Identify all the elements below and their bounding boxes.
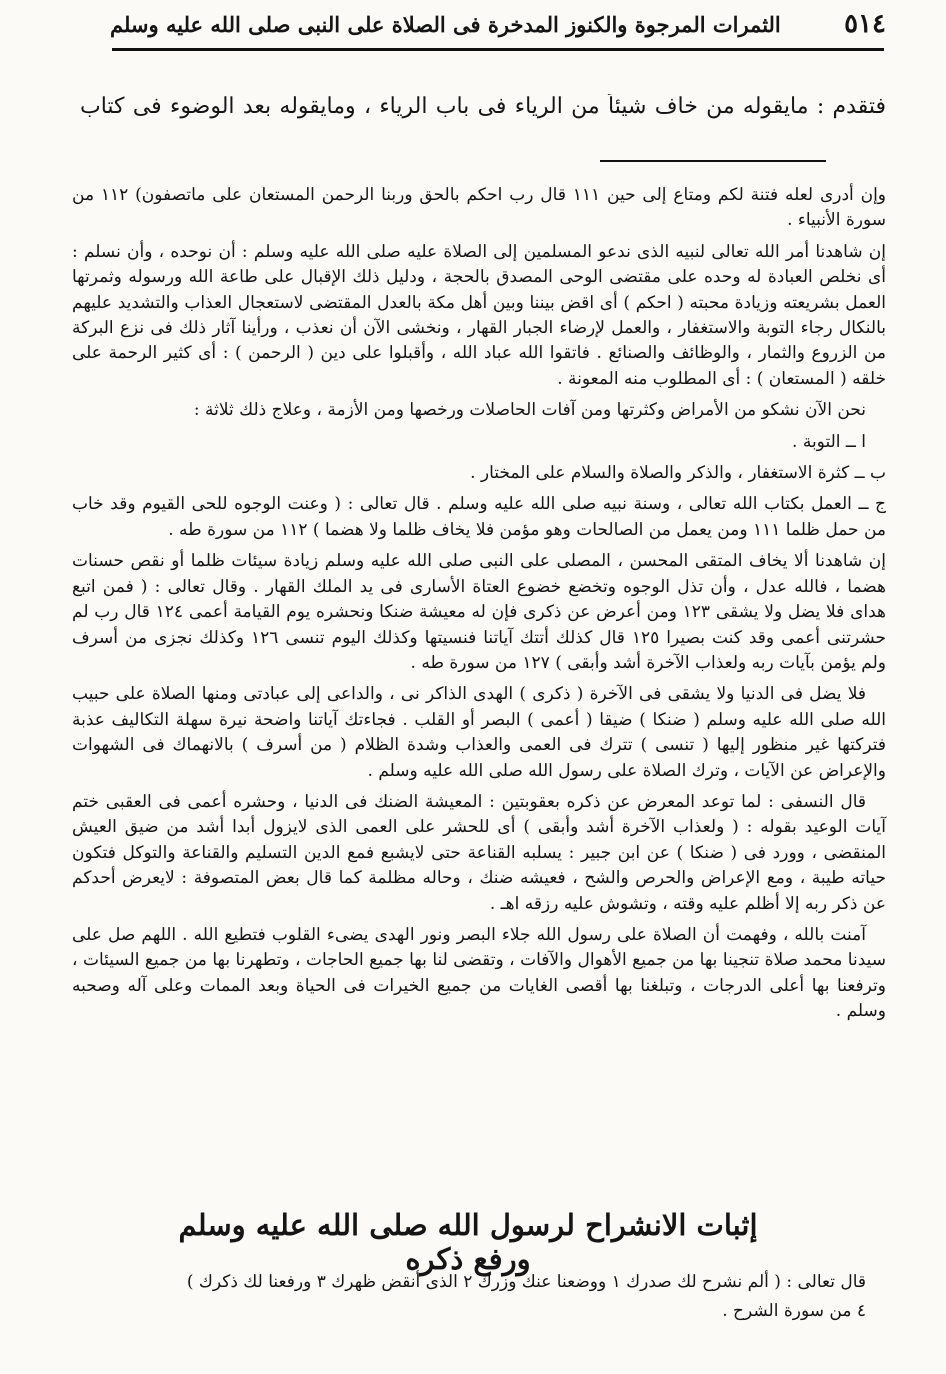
list-item: ج ــ العمل بكتاب الله تعالى ، وسنة نبيه صلى الله عليه وسلم . قال تعالى : ( وعنت الوجوه للحى القيوم وقد خاب من حمل ظلما ١١١ ومن يعمل من الصالحات وهو مؤمن فلا يخاف ظلما ولا هضما ) ١١٢ من سورة طه . <box>72 494 886 540</box>
page-number: ٥١٤ <box>844 9 886 39</box>
paragraph: نحن الآن نشكو من الأمراض وكثرتها ومن آفات الحاصلات ورخصها ومن الأزمة ، وعلاج ذلك ثلاثة : <box>193 400 866 421</box>
footnote-separator <box>600 160 826 162</box>
page-header <box>110 0 886 48</box>
list-item: ب ــ كثرة الاستغفار ، والذكر والصلاة والسلام على المختار . <box>470 463 886 484</box>
section-heading: إثبات الانشراح لرسول الله صلى الله عليه وسلم ورفع ذكره <box>178 1208 758 1276</box>
paragraph: آمنت بالله ، وفهمت أن الصلاة على رسول الله جلاء البصر ونور الهدى يضىء القلوب فتطيع الله . اللهم صل على سيدنا محمد صلاة تنجينا بها من جميع الأهوال والآفات ، وتقضى لنا بها جميع الحاجات ، وتطهرنا بها من جميع السيئات ، وترفعنا بها أعلى الدرجات ، وتبلغنا بها أقصى الغايات من جميع الخيرات فى الحياة وبعد الممات وعلى آله وصحبه وسلم . <box>72 924 886 1022</box>
paragraph: إن شاهدنا أمر الله تعالى لنبيه الذى ندعو المسلمين إلى الصلاة عليه صلى الله عليه وسلم : أن نوحده ، وأن نسلم : أى نخلص العبادة له وحده على مقتضى الوحى المصدق بالحجة ، ودليل ذلك الإقبال على طاعة الله ورسوله وثمرتها العمل بشريعته وزيادة محبته ( احكم ) أى اقض بيننا وبين أهل مكة بالعدل المقتضى لاستعجال العذاب والتشديد عليهم بالنكال رجاء التوبة والاستغفار ، والعمل لإرضاء الجبار القهار ، ونخشى الآن أن نعذب ، ورأينا آثار ذلك فى نزع البركة من الزروع والثمار ، والوظائف والصنائع . فاتقوا الله عباد الله ، وأقبلوا على دين ( الرحمن ) : أى كثير الرحمة على خلقه ( المستعان ) : أى المطلوب منه المعونة . <box>72 241 886 389</box>
paragraph: قال النسفى : لما توعد المعرض عن ذكره بعقوبتين : المعيشة الضنك فى الدنيا ، وحشره أعمى فى العقبى ختم آيات الوعيد بقوله : ( ولعذاب الآخرة أشد وأبقى ) أى للحشر على العمى الذى لايزول أبدا أشد من ضيق العيش المنقضى ، وورد فى ( ضنكا ) عن ابن جبير : يسلبه القناعة حتى لايشبع فمع الدين التسليم والقناعة والتوكل فتكون حياته طيبة ، ومع الإعراض والحرص والشح ، فعيشه ضنك ، وحاله مظلمة كما قال بعض المتصوفة : لايعرض أحدكم عن ذكر ربه إلا أظلم عليه وقته ، وتشوش عليه رزقه اهـ . <box>72 791 886 914</box>
final-verse <box>72 1268 866 1326</box>
header-rule <box>112 48 884 51</box>
list-item: ا ــ التوبة . <box>792 431 866 452</box>
paragraph: فلا يضل فى الدنيا ولا يشقى فى الآخرة ( ذكرى ) الهدى الذاكر نى ، والداعى إلى عبادتى ومنها الصلاة على حبيب الله صلى الله عليه وسلم ( ضنكا ) ضيقا ( أعمى ) البصر أو القلب . فجاءتك آياتنا واضحة نيرة سهلة التكاليف عذبة فتركتها غير منظور إليها ( تنسى ) تترك فى العمى والعذاب وشدة الظلام ( من أسرف ) بالانهماك فى الشهوات والإعراض عن الآيات ، وترك الصلاة على رسول الله صلى الله عليه وسلم . <box>72 684 886 781</box>
running-title: الثمرات المرجوة والكنوز المدخرة فى الصلاة على النبى صلى الله عليه وسلم <box>110 11 781 37</box>
body-text <box>72 183 886 1031</box>
paragraph: وإن أدرى لعله فتنة لكم ومتاع إلى حين ١١١ قال رب احكم بالحق وربنا الرحمن المستعان على ماتصفون) ١١٢ من سورة الأنبياء . <box>72 185 886 231</box>
paragraph: إن شاهدنا ألا يخاف المتقى المحسن ، المصلى على النبى صلى الله عليه وسلم زيادة سيئات ظلما أو نقص حسنات هضما ، فالله عدل ، وأن تذل الوجوه وتخضع خضوع العتاة الأسارى فى يد الملك القهار . وقال تعالى : ( فمن اتبع هداى فلا يضل ولا يشقى ١٢٣ ومن أعرض عن ذكرى فإن له معيشة ضنكا ونحشره يوم القيامة أعمى ١٢٤ قال رب لم حشرتنى أعمى وقد كنت بصيرا ١٢٥ قال كذلك أتتك آياتنا فنسيتها وكذلك اليوم تنسى ١٢٦ وكذلك نجزى من أسرف ولم يؤمن بآيات ربه ولعذاب الآخرة أشد وأبقى ) ١٢٧ من سورة طه . <box>72 551 886 673</box>
verse-line: ٤ من سورة الشرح . <box>722 1301 866 1321</box>
verse-line: قال تعالى : ( ألم نشرح لك صدرك ١ ووضعنا عنك وزرك ٢ الذى أنقض ظهرك ٣ ورفعنا لك ذكرك ) <box>186 1272 866 1292</box>
continuation-line: فتقدم : مايقوله من خاف شيئاً من الرياء فى باب الرياء ، ومايقوله بعد الوضوء فى كتاب <box>80 94 886 119</box>
